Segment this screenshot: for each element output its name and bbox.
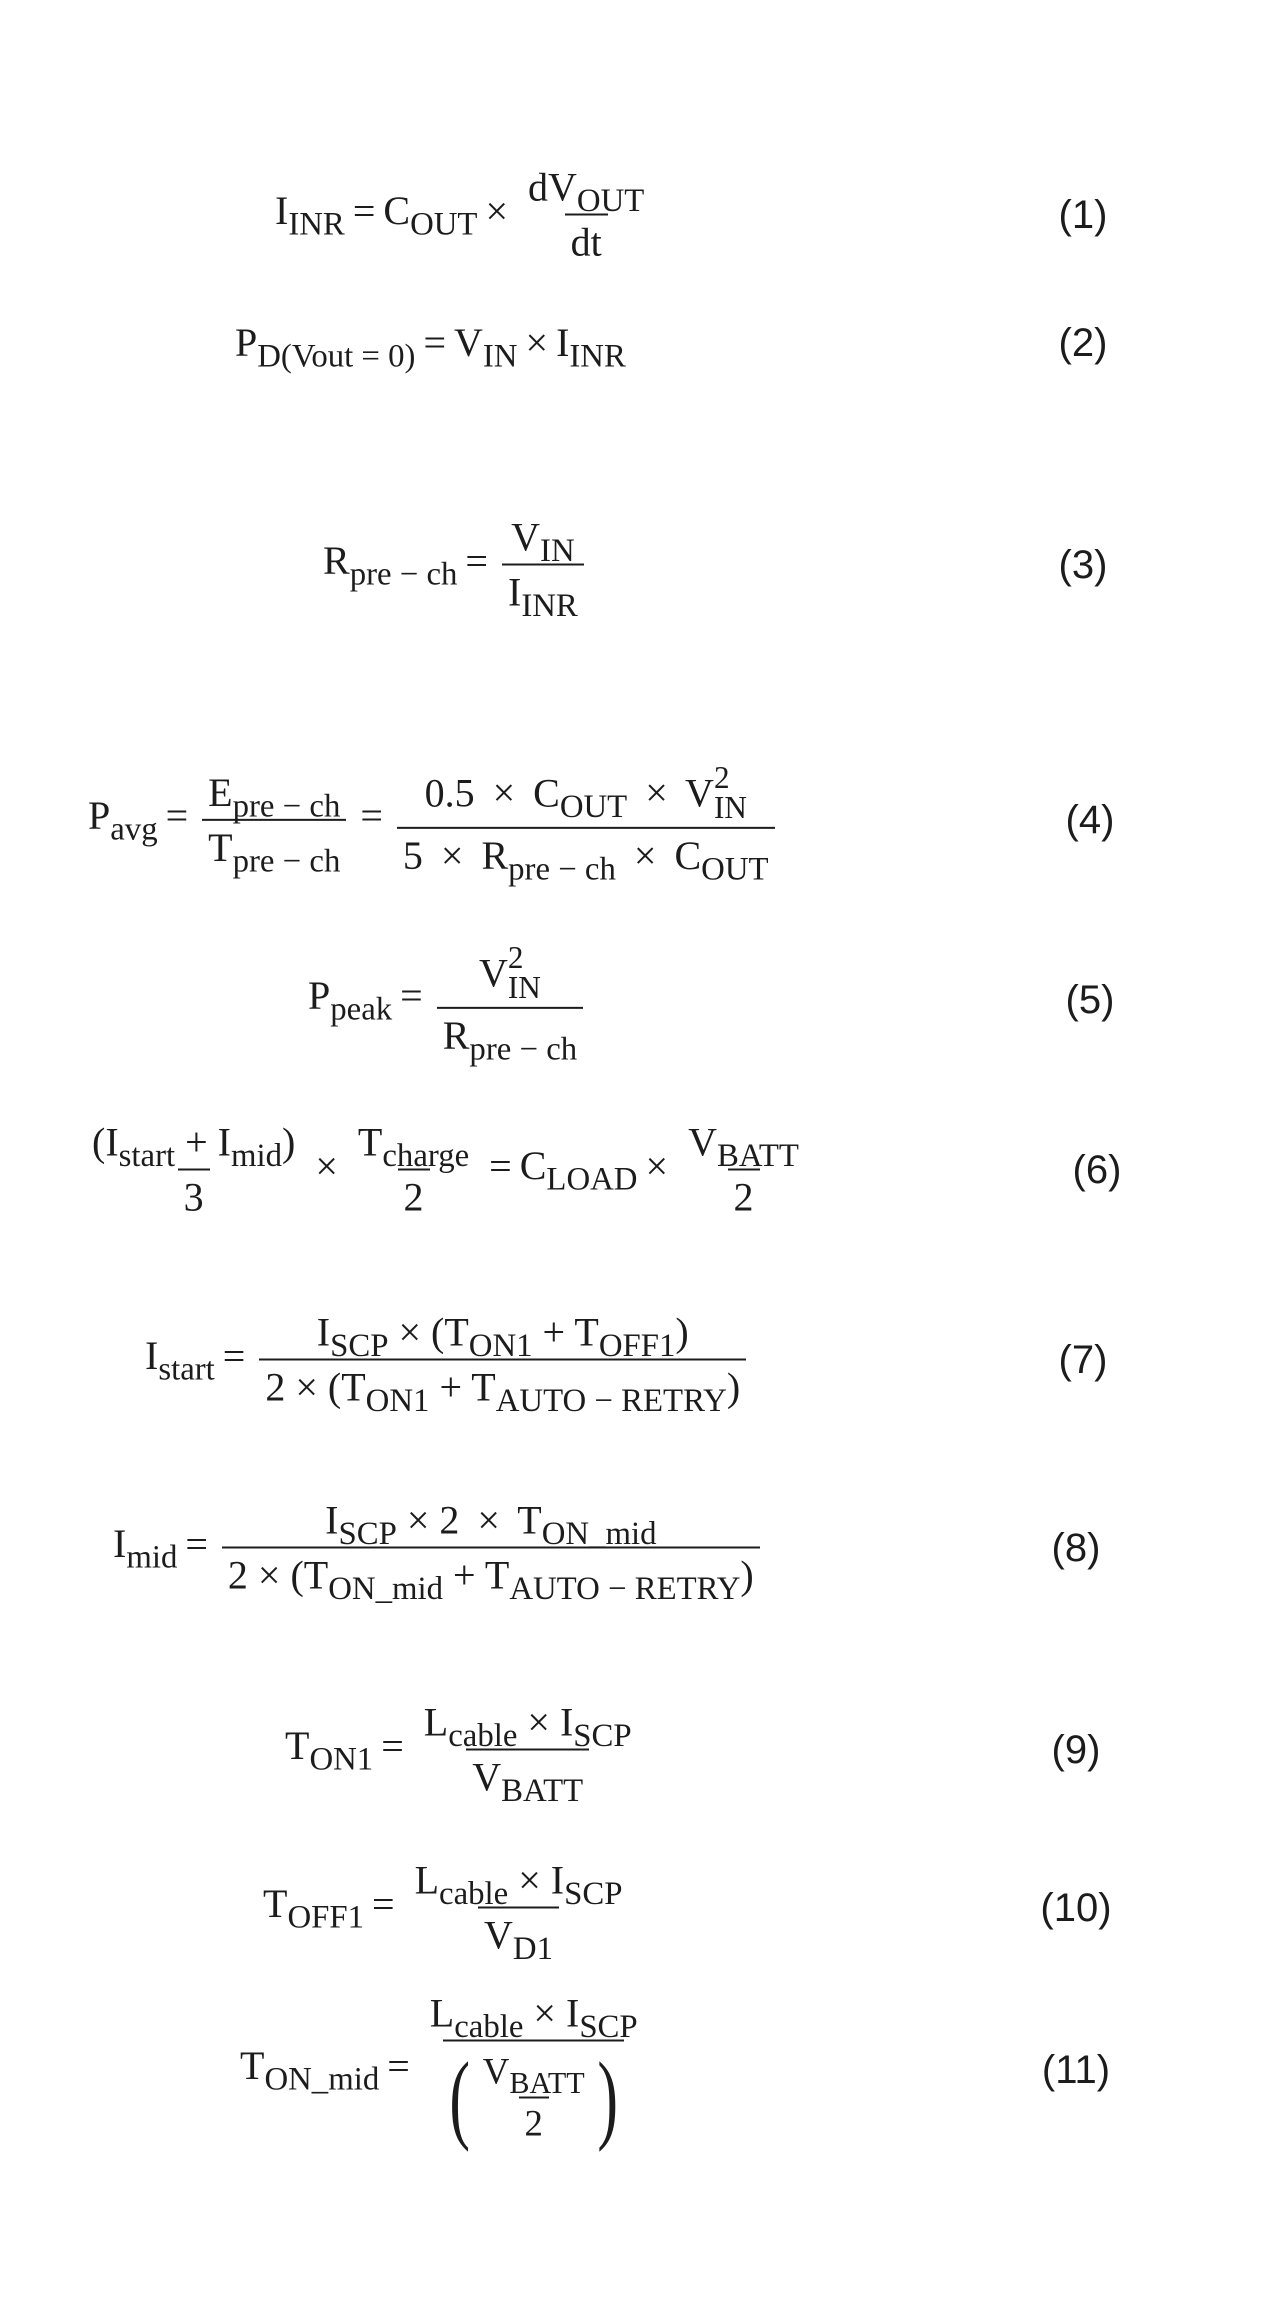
equation-number-10: (10) (1040, 1886, 1112, 1930)
equation-number-7: (7) (1058, 1338, 1108, 1382)
equation-number-2: (2) (1058, 321, 1108, 365)
equation-row-3 (0, 514, 1280, 624)
equation-11: $T_{ON\_mid}$ = $L_{cable} \times I_{SCP}$ ( $\frac{V_{BATT}}{2}$ ) (240, 1990, 638, 2153)
equation-row-7 (0, 1309, 1280, 1419)
equation-9: $T_{ON1}$ = $\frac{L_{cable} \times I_{SCP}}{V_{BATT}}$ (285, 1699, 632, 1809)
equation-row-5 (0, 939, 1280, 1068)
equation-7: $I_{start}$ = $\frac{I_{SCP} \times (T_{ON1} + T_{OFF1})}{2 \times (T_{ON1} + T_{AUTO - RETRY})}$ (145, 1312, 752, 1409)
equation-row-2 (0, 320, 1280, 375)
equation-1: $I_{INR} = C_{OUT}$ × $\frac{dV_{OUT}}{dt}$ (275, 164, 645, 265)
equation-row-9 (0, 1699, 1280, 1809)
equation-row-1 (0, 164, 1280, 265)
equation-number-8: (8) (1051, 1526, 1101, 1570)
equation-number-6: (6) (1072, 1148, 1122, 1192)
equation-8: $I_{mid}$ = $\frac{I_{SCP} \times 2 \times T_{ON\_mid}}{2 \times (T_{ON\_mid} + T_{AUTO - RETRY})}$ (113, 1500, 766, 1597)
equation-number-9: (9) (1051, 1728, 1101, 1772)
equation-10: $T_{OFF1}$ = $\frac{L_{cable} \times I_{SCP}}{V_{D1}}$ (263, 1857, 623, 1967)
equation-row-8 (0, 1497, 1280, 1607)
equation-3: $R_{pre - ch}$ = $\frac{V_{IN}}{I_{INR}}$ (323, 517, 590, 614)
equation-row-4 (0, 759, 1280, 888)
equation-number-11: (11) (1041, 2048, 1111, 2092)
equation-row-11 (0, 1990, 1280, 2153)
equation-row-6 (0, 1119, 1280, 1220)
equation-5: $P_{peak}$ = V 2 IN $R_{pre - ch}$ (308, 943, 589, 1057)
equation-number-3: (3) (1058, 543, 1108, 587)
equation-number-5: (5) (1065, 978, 1115, 1022)
equation-number-1: (1) (1058, 193, 1108, 237)
equation-row-10 (0, 1857, 1280, 1967)
equation-4: $P_{avg}$ = $\frac{E_{pre - ch}}{T_{pre - ch}}$ = $0.5 \times C_{OUT} \times V$ 2 IN $5 \times R_{pre - ch} \times C_{OUT}$ (88, 763, 781, 877)
equation-number-4: (4) (1065, 798, 1115, 842)
equation-6: $\frac{(I_{start} + I_{mid})}{3}$ × $\frac{T_{charge}}{2}$ = $C_{LOAD}$ × $\frac{V_{BATT}}{2}$ (92, 1119, 799, 1220)
equation-2: $P_{D(Vout = 0)} = V_{IN} \times I_{INR}$ (235, 320, 626, 375)
